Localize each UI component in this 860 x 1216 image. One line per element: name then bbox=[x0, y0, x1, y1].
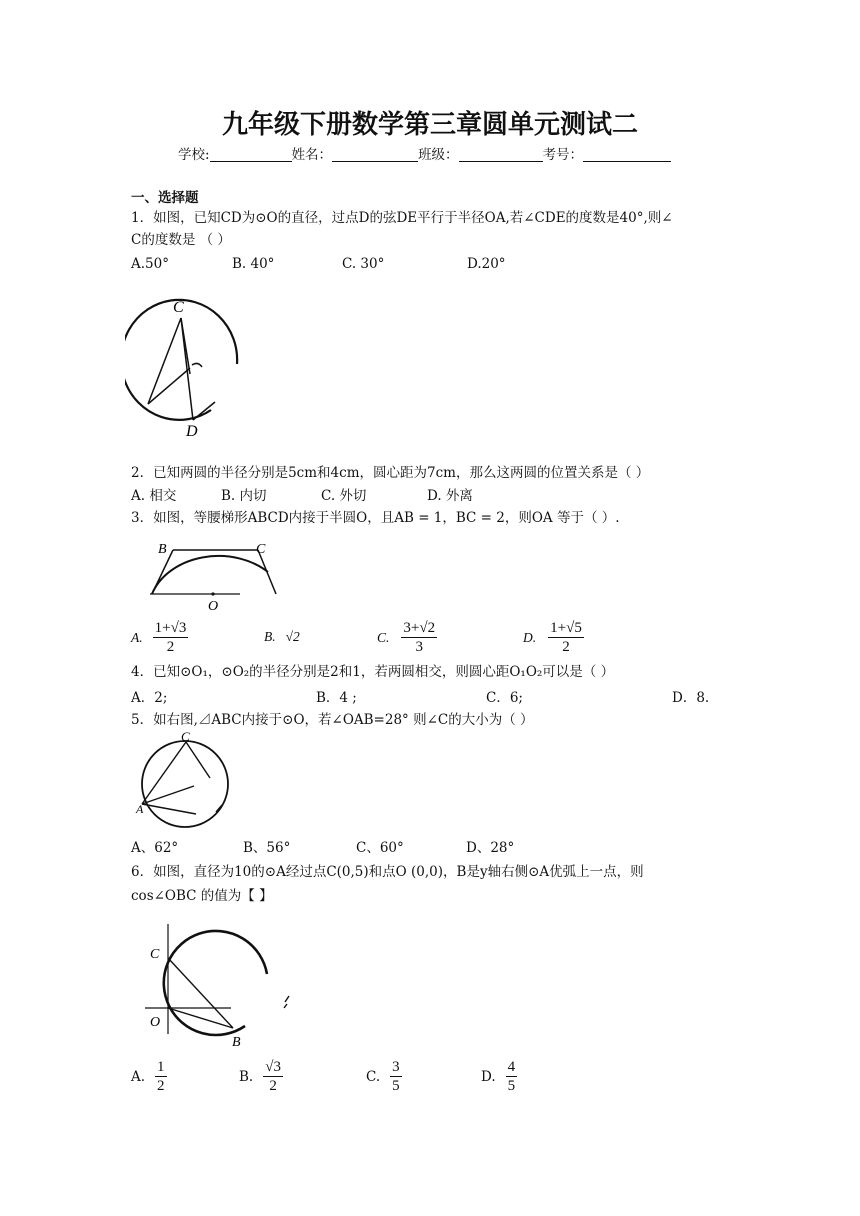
exam-no-label: 考号： bbox=[542, 147, 584, 163]
name-blank[interactable] bbox=[332, 147, 418, 162]
q3-option-a-letter: A. bbox=[131, 629, 143, 645]
q1-option-a: A.50° bbox=[131, 256, 169, 272]
q3-option-a-numerator: 1+√3 bbox=[154, 620, 187, 636]
q1-option-b: B. 40° bbox=[232, 256, 275, 272]
q3-option-c-letter: C. bbox=[377, 629, 390, 645]
q3-option-c-numerator: 3+√2 bbox=[403, 620, 436, 636]
student-info-line bbox=[178, 143, 671, 163]
q1-label-d: D bbox=[186, 423, 198, 440]
q6-circle-figure bbox=[135, 906, 305, 1054]
q6-option-b-denominator: 2 bbox=[269, 1078, 277, 1094]
q5-label-a: A bbox=[136, 802, 144, 816]
q1-option-d: D.20° bbox=[467, 256, 506, 272]
q4-option-b: B．4 ; bbox=[316, 690, 357, 706]
q3-label-o: O bbox=[208, 599, 219, 612]
q6-option-c-numerator: 3 bbox=[392, 1059, 400, 1075]
q1-circle-figure bbox=[125, 292, 250, 442]
q3-option-b bbox=[264, 627, 300, 647]
q5-option-d: D、28° bbox=[466, 840, 515, 856]
q4-option-d: D．8. bbox=[672, 690, 710, 706]
exam-no-blank[interactable] bbox=[583, 147, 671, 162]
q1-label-c: C bbox=[173, 299, 184, 316]
q3-text: 3．如图，等腰梯形ABCD内接于半圆O，且AB = 1，BC = 2，则OA 等于（ ）. bbox=[131, 510, 620, 526]
q6-text-line2: cos∠OBC 的值为【 】 bbox=[131, 888, 273, 904]
q3-option-a-denominator: 2 bbox=[166, 639, 175, 655]
q6-option-d-numerator: 4 bbox=[507, 1059, 516, 1075]
q5-option-c: C、60° bbox=[356, 840, 404, 856]
q3-option-b-letter: B. bbox=[264, 629, 276, 644]
q4-option-c: C．6; bbox=[486, 690, 523, 706]
q6-option-b-letter: B. bbox=[239, 1068, 254, 1085]
q6-option-b-numerator: √3 bbox=[265, 1059, 281, 1075]
name-label: 姓名： bbox=[291, 147, 333, 163]
page-title: 九年级下册数学第三章圆单元测试二 bbox=[221, 110, 638, 140]
q6-text-line1: 6．如图，直径为10的⊙A经过点C(0,5)和点O (0,0)，B是y轴右侧⊙A优弧上一点，则 bbox=[131, 864, 644, 880]
q2-option-d: D. 外离 bbox=[427, 488, 473, 504]
section-heading: 一、选择题 bbox=[131, 190, 199, 206]
q4-text: 4．已知⊙O₁，⊙O₂的半径分别是2和1，若两圆相交，则圆心距O₁O₂可以是（ ） bbox=[131, 664, 615, 680]
q6-label-c: C bbox=[150, 947, 160, 962]
q6-option-d-letter: D. bbox=[481, 1068, 496, 1085]
q3-option-d bbox=[523, 619, 584, 656]
q6-label-o: O bbox=[150, 1015, 161, 1030]
q1-text-line2: C的度数是 （ ） bbox=[131, 232, 231, 248]
q2-option-c: C. 外切 bbox=[321, 488, 367, 504]
q3-option-c-denominator: 3 bbox=[415, 639, 423, 655]
class-label: 班级： bbox=[418, 147, 459, 163]
q6-option-c-denominator: 5 bbox=[392, 1078, 400, 1094]
q6-option-c bbox=[366, 1058, 402, 1095]
q5-text: 5．如右图,⊿ABC内接于⊙O，若∠OAB=28° 则∠C的大小为（ ） bbox=[131, 712, 534, 728]
q6-option-a-numerator: 1 bbox=[157, 1059, 165, 1075]
q3-label-b: B bbox=[158, 542, 167, 557]
q3-option-b-value: √2 bbox=[285, 629, 300, 644]
q6-option-d-denominator: 5 bbox=[507, 1078, 516, 1094]
school-blank[interactable] bbox=[210, 147, 292, 162]
q6-option-c-letter: C. bbox=[366, 1068, 381, 1085]
q1-option-c: C. 30° bbox=[342, 256, 385, 272]
q6-option-d bbox=[481, 1058, 517, 1095]
q2-option-a: A. 相交 bbox=[131, 488, 177, 504]
school-label: 学校: bbox=[178, 147, 210, 163]
q3-semicircle-figure bbox=[140, 532, 290, 612]
q5-option-a: A、62° bbox=[131, 840, 179, 856]
q4-option-a: A．2; bbox=[131, 690, 168, 706]
q3-option-d-letter: D. bbox=[523, 629, 537, 645]
q3-option-d-numerator: 1+√5 bbox=[550, 620, 582, 636]
q6-option-a bbox=[131, 1058, 167, 1095]
class-blank[interactable] bbox=[459, 147, 543, 162]
q6-label-b: B bbox=[232, 1035, 241, 1050]
q6-option-b bbox=[239, 1058, 283, 1095]
q5-label-c: C bbox=[181, 729, 190, 744]
q3-option-a bbox=[131, 619, 188, 656]
q3-option-d-denominator: 2 bbox=[562, 639, 570, 655]
q2-option-b: B. 内切 bbox=[221, 488, 267, 504]
q5-option-b: B、56° bbox=[243, 840, 291, 856]
q3-option-c bbox=[377, 619, 437, 656]
q2-text: 2．已知两圆的半径分别是5cm和4cm，圆心距为7cm，那么这两圆的位置关系是（ ） bbox=[131, 465, 650, 481]
q1-text-line1: 1．如图，已知CD为⊙O的直径，过点D的弦DE平行于半径OA,若∠CDE的度数是40°,则∠ bbox=[131, 210, 673, 226]
q6-option-a-denominator: 2 bbox=[157, 1078, 165, 1094]
q6-option-a-letter: A. bbox=[131, 1068, 146, 1085]
q3-label-c: C bbox=[256, 542, 266, 557]
q5-circle-figure bbox=[130, 726, 240, 832]
